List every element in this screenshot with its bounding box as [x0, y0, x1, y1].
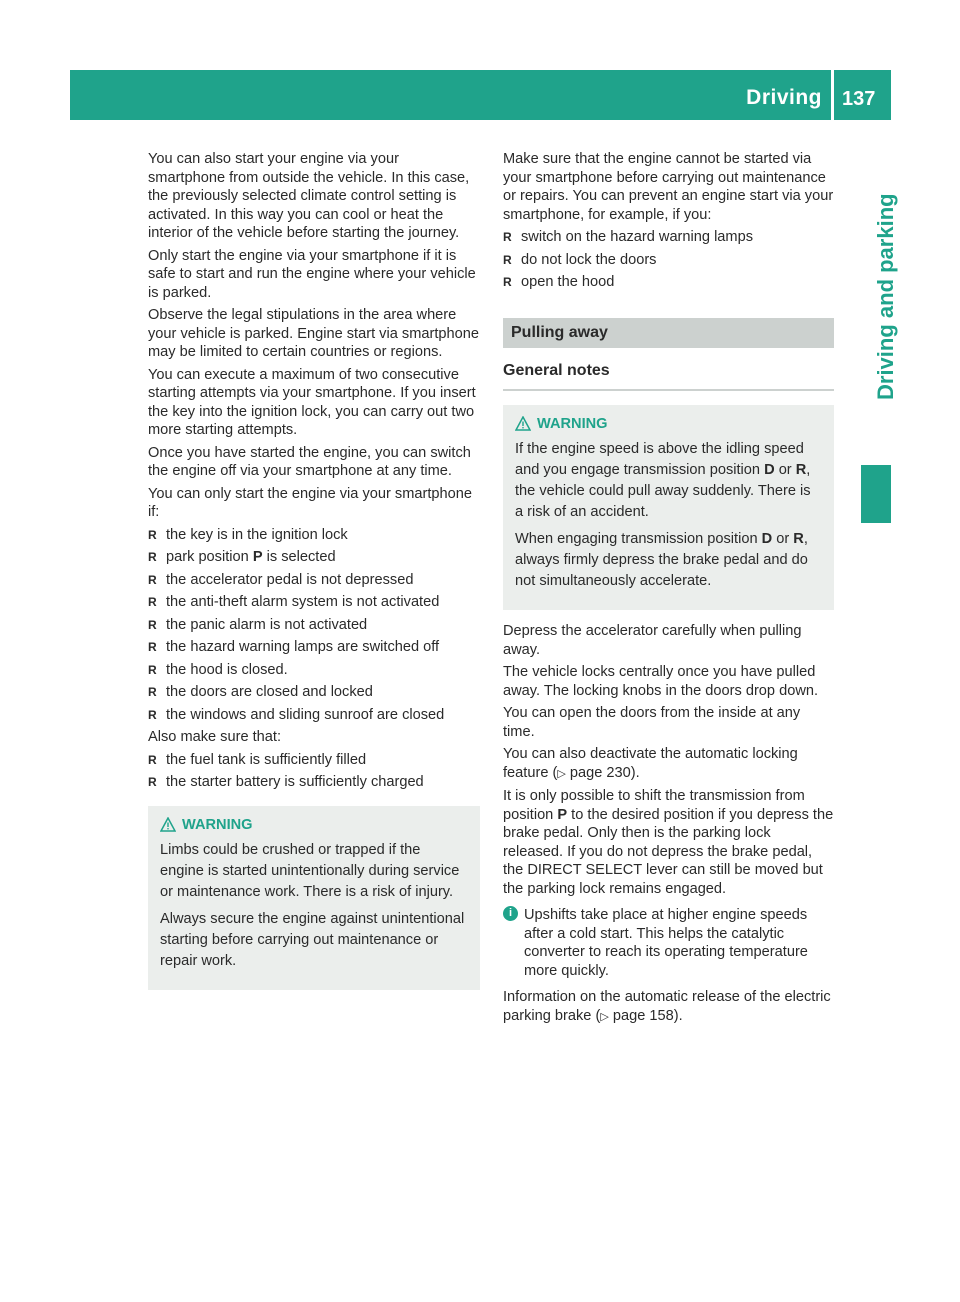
warning-box — [148, 806, 480, 991]
list-item: R do not lock the doors — [503, 251, 834, 270]
side-tab-label: Driving and parking — [873, 193, 898, 400]
list-item: R the key is in the ignition lock — [148, 526, 480, 545]
list-item: R the panic alarm is not activated — [148, 616, 480, 635]
paragraph: You can also deactivate the automatic locking feature (▷ page 230). — [503, 746, 798, 781]
right-column — [503, 150, 834, 1030]
page-ref-arrow-icon: ▷ — [557, 767, 566, 780]
info-icon: i — [503, 906, 518, 921]
warning-text: Always secure the engine against unintentional starting before carrying out maintenance or repair work. — [160, 911, 465, 969]
paragraph: The vehicle locks centrally once you have pulled away. The locking knobs in the doors drop down. — [503, 664, 819, 699]
page-ref-arrow-icon: ▷ — [600, 1010, 609, 1023]
page-reference[interactable]: page 158). — [612, 1007, 683, 1024]
warning-text: Limbs could be crushed or trapped if the engine is started unintentionally during service or maintenance work. There is a risk of injury. — [160, 842, 460, 900]
list-item: R the doors are closed and locked — [148, 683, 480, 702]
warning-text: When engaging transmission position D or R, always firmly depress the brake pedal and do not simultaneously accelerate. — [515, 531, 808, 589]
list-item: R the anti-theft alarm system is not activated — [148, 593, 480, 612]
chapter-title: Driving — [746, 86, 822, 109]
left-column — [148, 150, 480, 990]
bullet-list — [148, 751, 480, 792]
paragraph: Only start the engine via your smartphone if it is safe to start and run the engine where your vehicle is parked. — [148, 247, 476, 301]
paragraph: You can also start your engine via your smartphone from outside the vehicle. In this case, the previously selected climate control setting is activated. In this way you can cool or heat the interior of the vehicle before starting the journey. — [148, 151, 470, 241]
warning-heading: WARNING — [515, 415, 822, 434]
info-note — [503, 906, 834, 980]
warning-box — [503, 405, 834, 611]
bullet-list — [148, 526, 480, 725]
paragraph: Also make sure that: — [148, 729, 282, 745]
warning-triangle-icon — [160, 817, 176, 833]
side-tab-marker — [861, 465, 891, 523]
header-divider — [831, 70, 834, 120]
paragraph: Depress the accelerator carefully when pulling away. — [503, 623, 802, 658]
warning-triangle-icon — [515, 416, 531, 432]
list-item: R switch on the hazard warning lamps — [503, 228, 834, 247]
list-item: R the hazard warning lamps are switched off — [148, 638, 480, 657]
info-text: Upshifts take place at higher engine speeds after a cold start. This helps the catalytic converter to reach its operating temperature more quickly. — [524, 907, 808, 979]
page-reference[interactable]: page 230). — [569, 764, 640, 781]
list-item: R open the hood — [503, 273, 834, 292]
bullet-list — [503, 228, 834, 292]
list-item: R the accelerator pedal is not depressed — [148, 571, 480, 590]
warning-heading: WARNING — [160, 816, 468, 835]
subsection-heading: General notes — [503, 348, 834, 391]
warning-text: If the engine speed is above the idling speed and you engage transmission position D or R, the vehicle could pull away suddenly. There is a risk of an accident. — [515, 441, 811, 520]
paragraph: You can only start the engine via your smartphone if: — [148, 485, 472, 520]
paragraph: Information on the automatic release of the electric parking brake (▷ page 158). — [503, 989, 831, 1024]
paragraph: It is only possible to shift the transmission from position P to the desired position if you depress the brake pedal. Only then is the parking lock released. If you do not depress the brake pedal, the DIRECT SELECT lever can still be moved but the parking lock remains engaged. — [503, 788, 834, 897]
paragraph: You can open the doors from the inside at any time. — [503, 705, 801, 740]
list-item: R park position P is selected — [148, 548, 480, 567]
list-item: R the windows and sliding sunroof are closed — [148, 706, 480, 725]
page-number: 137 — [842, 88, 876, 110]
list-item: R the fuel tank is sufficiently filled — [148, 751, 480, 770]
paragraph: Observe the legal stipulations in the area where your vehicle is parked. Engine start via smartphone may be limited to certain countries or regions. — [148, 307, 479, 360]
list-item: R the hood is closed. — [148, 661, 480, 680]
paragraph: Make sure that the engine cannot be started via your smartphone before carrying out maintenance or repairs. You can prevent an engine start via your smartphone, for example, if you: — [503, 151, 834, 223]
paragraph: You can execute a maximum of two consecutive starting attempts via your smartphone. If you insert the key into the ignition lock, you can carry out two more starting attempts. — [148, 366, 476, 438]
paragraph: Once you have started the engine, you can switch the engine off via your smartphone at any time. — [148, 444, 471, 479]
list-item: R the starter battery is sufficiently charged — [148, 773, 480, 792]
section-heading: Pulling away — [503, 318, 834, 349]
